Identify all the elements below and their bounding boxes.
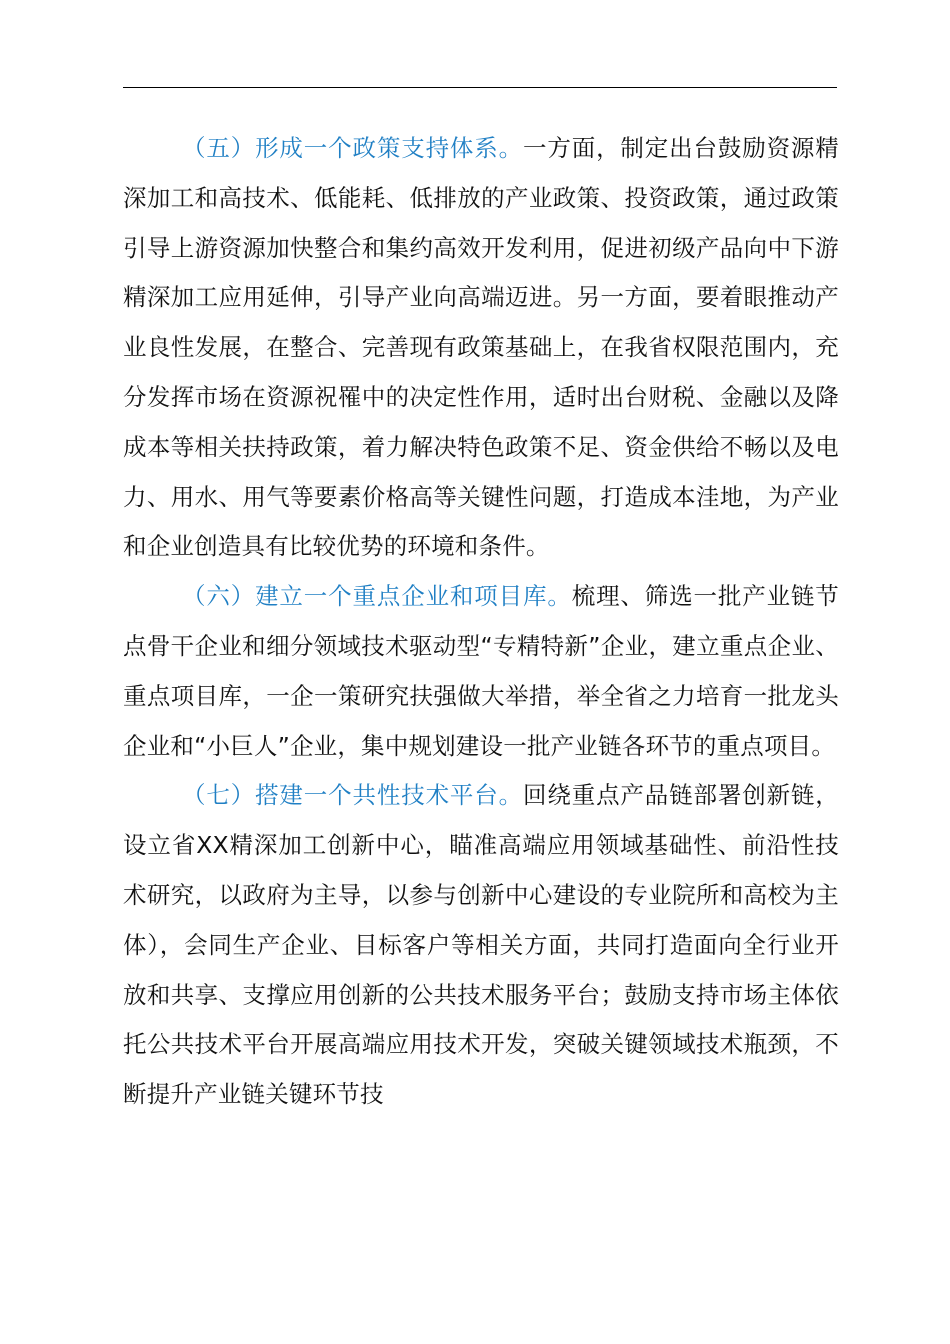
section-heading-7: （七）搭建一个共性技术平台。 [182, 781, 523, 810]
section-heading-6: （六）建立一个重点企业和项目库。 [182, 582, 572, 611]
paragraph-6-body: 梳理、筛选一批产业链节点骨干企业和细分领域技术驱动型“专精特新”企业，建立重点企业、重点项目库，一企一策研究扶强做大举措，举全省之力培育一批龙头企业和“小巨人”企业，集中规划建设一批产业链各环节的重点项目。 [123, 582, 839, 760]
paragraph-7-body: 回绕重点产品链部署创新链，设立省XX精深加工创新中心，瞄准高端应用领域基础性、前沿性技术研究，以政府为主导，以参与创新中心建设的专业院所和高校为主体），会同生产企业、目标客户等相关方面，共同打造面向全行业开放和共享、支撑应用创新的公共技术服务平台；鼓励支持市场主体依托公共技术平台开展高端应用技术开发，突破关键领域技术瓶颈，不断提升产业链关键环节技 [123, 781, 839, 1109]
document-body [123, 124, 839, 1120]
paragraph-6 [123, 572, 839, 771]
section-heading-5: （五）形成一个政策支持体系。 [182, 134, 523, 162]
paragraph-5-body: 一方面，制定出台鼓励资源精深加工和高技术、低能耗、低排放的产业政策、投资政策，通过政策引导上游资源加快整合和集约高效开发利用，促进初级产品向中下游精深加工应用延伸，引导产业向高端迈进。另一方面，要着眼推动产业良性发展，在整合、完善现有政策基础上，在我省权限范围内，充分发挥市场在资源祝罹中的决定性作用，适时出台财税、金融以及降成本等相关扶持政策，着力解决特色政策不足、资金供给不畅以及电力、用水、用气等要素价格高等关键性问题，打造成本洼地，为产业和企业创造具有比较优势的环境和条件。 [123, 134, 839, 561]
paragraph-5 [123, 124, 839, 572]
header-rule [123, 87, 837, 88]
paragraph-7 [123, 771, 839, 1120]
